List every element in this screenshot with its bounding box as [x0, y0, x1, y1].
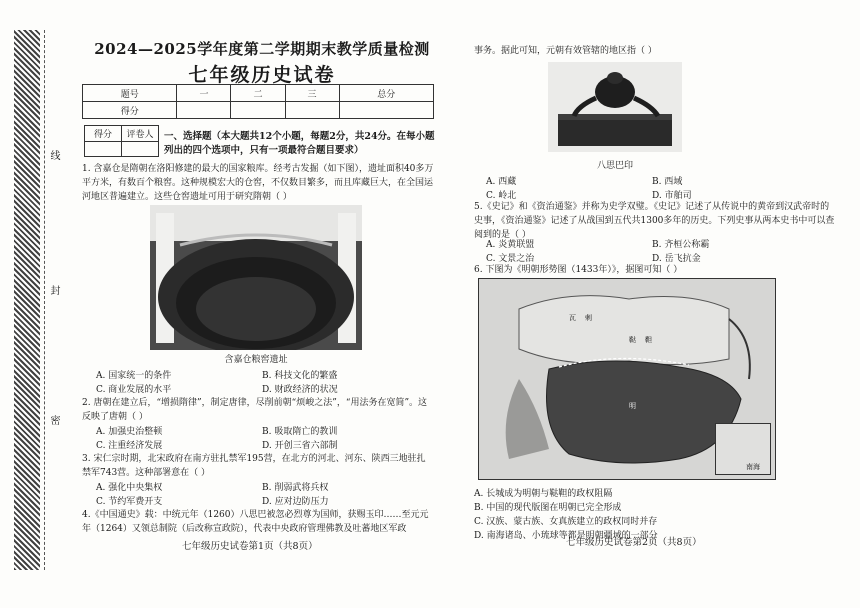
page-2	[462, 0, 852, 608]
score-cell	[339, 102, 433, 119]
page-1	[72, 0, 442, 608]
score-cell	[231, 102, 285, 119]
binding-label-feng: 封	[48, 285, 59, 295]
q1-option-d: D. 财政经济的状况	[262, 385, 338, 395]
binding-strip	[14, 30, 40, 570]
q2-option-d: D. 开创三省六部制	[262, 441, 338, 451]
map-label-wala-2: 剌	[585, 314, 592, 322]
score-table-header: 总分	[339, 85, 433, 102]
q3-option-b: B. 削弱武将兵权	[262, 483, 329, 493]
binding-label-mi: 密	[48, 415, 59, 425]
q2-option-b: B. 吸取隋亡的教训	[262, 427, 338, 437]
question-3: 3. 宋仁宗时期，北宋政府在南方驻扎禁军195营，在北方的河北、河东、陕西三地驻扎禁军743营。这种部署意在（ ）	[82, 454, 426, 478]
q5-option-d: D. 岳飞抗金	[652, 254, 701, 264]
q1-option-a: A. 国家统一的条件	[96, 371, 172, 381]
seal-illustration	[548, 62, 682, 152]
question-6: 6. 下图为《明朝形势图（1433年）》，据图可知（ ）	[474, 265, 683, 275]
map-label-wala-1: 瓦	[569, 314, 576, 322]
q5-option-a: A. 炎黄联盟	[486, 240, 535, 250]
score-table-header: 一	[177, 85, 231, 102]
q1-option-b: B. 科技文化的繁盛	[262, 371, 338, 381]
hanjia-granary-photo	[150, 205, 362, 350]
score-cell	[177, 102, 231, 119]
grader-score-cell	[85, 142, 122, 157]
photo2-caption: 八思巴印	[596, 161, 633, 171]
q5-option-b: B. 齐桓公称霸	[652, 240, 710, 250]
map-label-ming: 明	[629, 402, 636, 410]
q4-option-a: A. 西藏	[486, 177, 517, 187]
section-title: 一、选择题（本大题共12个小题，每题2分，共24分。在每小题列出的四个选项中，只有一项最符合题目要求）	[164, 131, 435, 156]
score-table	[82, 84, 434, 119]
question-1: 1. 含嘉仓是隋朝在洛阳修建的最大的国家粮库。经考古发掘（如下图），遗址面积40多万平方米，有数百个粮窖。这种规模宏大的仓窖，不仅数目繁多，而且库藏巨大，在全国运河地区普遍建立。这些仓窖遗址可用于研究隋朝（ ）	[82, 164, 434, 202]
grader-score-label: 得分	[85, 126, 122, 142]
ming-dynasty-map	[478, 278, 776, 480]
q4-option-c: C. 岭北	[486, 191, 517, 201]
q2-option-a: A. 加强史治整顿	[96, 427, 163, 437]
page2-footer: 七年级历史试卷第2页（共8页）	[566, 537, 702, 548]
grader-box	[84, 125, 159, 157]
score-table-header: 三	[285, 85, 339, 102]
question-2: 2. 唐朝在建立后，“增损隋律”，制定唐律，尽削前朝“烦峻之法”，“用法务在宽简”。这反映了唐朝（ ）	[82, 398, 428, 422]
page1-footer: 七年级历史试卷第1页（共8页）	[182, 541, 318, 552]
question-5: 5.《史记》和《资治通鉴》并称为史学双璧。《史记》记述了从传说中的黄帝到汉武帝时的史事，《资治通鉴》记述了从战国到五代共1300多年的历史。下列史事从两本史书中可以查阅到的是（ ）	[474, 202, 835, 240]
q6-option-a: A. 长城成为明朝与鞑靼的政权阻隔	[474, 489, 613, 499]
q1-option-c: C. 商业发展的水平	[96, 385, 172, 395]
binding-label-xian: 线	[48, 150, 59, 160]
q4-option-b: B. 西域	[652, 177, 683, 187]
score-table-header: 二	[231, 85, 285, 102]
question-4: 4.《中国通史》载：中统元年（1260）八思巴被忽必烈尊为国师，获赐玉印……至元元年（1264）又领总制院（后改称宣政院），代表中央政府管理佛教及吐蕃地区军政	[82, 510, 429, 534]
map-label-dada-1: 鞑	[629, 336, 636, 344]
south-china-sea-inset	[715, 423, 771, 475]
granary-illustration	[150, 205, 362, 350]
q2-option-c: C. 注重经济发展	[96, 441, 163, 451]
score-cell	[285, 102, 339, 119]
q3-option-a: A. 强化中央集权	[96, 483, 163, 493]
grader-name-label: 评卷人	[122, 126, 159, 142]
score-table-row-label: 得分	[83, 102, 177, 119]
exam-title: 2024—2025学年度第二学期期末教学质量检测	[94, 40, 430, 58]
q4-option-d: D. 市舶司	[652, 191, 692, 201]
phags-pa-seal-photo	[548, 62, 682, 152]
inset-label: 南海	[746, 463, 760, 471]
score-table-header: 题号	[83, 85, 177, 102]
photo1-caption: 含嘉仓粮窖遗址	[224, 355, 288, 365]
binding-dashed-line	[44, 30, 45, 570]
q3-option-d: D. 应对边防压力	[262, 497, 329, 507]
q6-option-d: D. 南海诸岛、小琉球等都是明朝疆域的一部分	[474, 531, 658, 541]
q5-option-c: C. 文景之治	[486, 254, 535, 264]
question-4-continued: 事务。据此可知，元朝有效管辖的地区指（ ）	[474, 46, 657, 56]
q3-option-c: C. 节约军费开支	[96, 497, 163, 507]
q6-option-b: B. 中国的现代版图在明朝已完全形成	[474, 503, 622, 513]
map-label-dada-2: 靼	[645, 336, 652, 344]
grader-name-cell	[122, 142, 159, 157]
exam-subtitle: 七年级历史试卷	[188, 64, 336, 86]
q6-option-c: C. 汉族、蒙古族、女真族建立的政权同时并存	[474, 517, 658, 527]
